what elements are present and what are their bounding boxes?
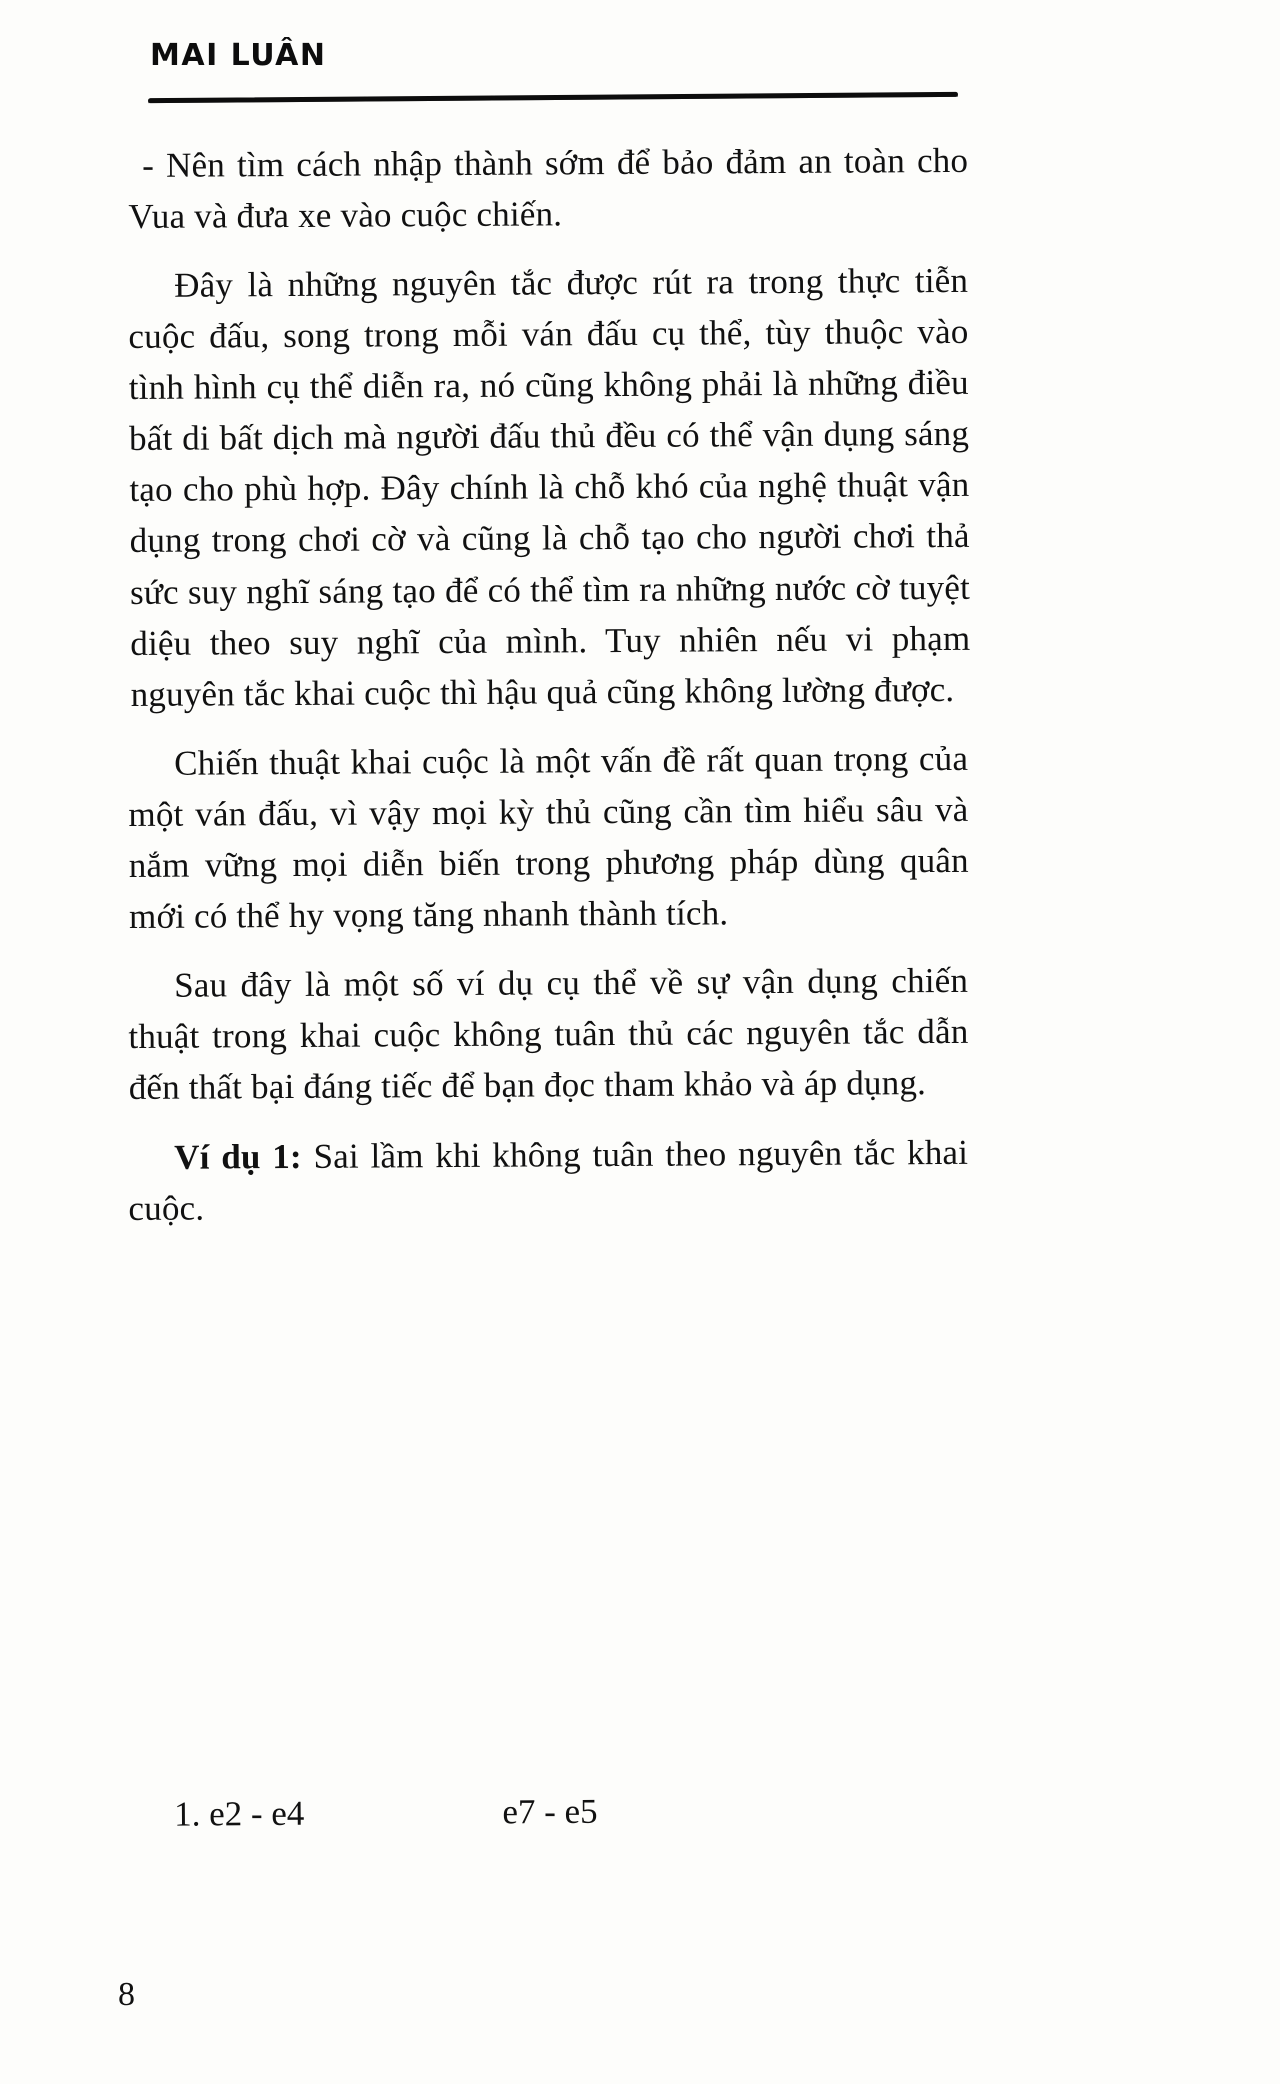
example-text: Sai lầm khi không tuân theo nguyên tắc khai cuộc.	[128, 1132, 969, 1228]
move-black: e7 - e5	[502, 1791, 598, 1832]
paragraph-1: - Nên tìm cách nhập thành sớm để bảo đảm an toàn cho Vua và đưa xe vào cuộc chiến.	[128, 140, 969, 237]
paragraph-3: Chiến thuật khai cuộc là một vấn đề rất quan trọng của một ván đấu, vì vậy mọi kỳ thủ cũng cần tìm hiểu sâu và nắm vững mọi diễn biến trong phương pháp dùng quân mới có thể hy vọng tăng nhanh thành tích.	[128, 738, 969, 937]
page-number: 8	[118, 1976, 135, 2013]
header-divider-rule	[148, 92, 958, 103]
paragraph-2: Đây là những nguyên tắc được rút ra trong thực tiễn cuộc đấu, song trong mỗi ván đấu cụ thể, tùy thuộc vào tình hình cụ thể diễn ra, nó cũng không phải là những điều bất di bất dịch mà người đấu thủ đều có thể vận dụng sáng tạo cho phù hợp. Đây chính là chỗ khó của nghệ thuật vận dụng trong chơi cờ và cũng là chỗ tạo cho người chơi thả sức suy nghĩ sáng tạo để có thể tìm ra những nước cờ tuyệt diệu theo suy nghĩ của mình. Tuy nhiên nếu vi phạm nguyên tắc khai cuộc thì hậu quả cũng không lường được.	[128, 261, 971, 714]
running-head	[150, 38, 970, 73]
move-white: 1. e2 - e4	[173, 1793, 305, 1834]
running-head-title: MAI LUÂN	[150, 38, 327, 73]
example-label: Ví dụ 1:	[174, 1136, 302, 1177]
chess-move-line	[128, 1789, 968, 1835]
paragraph-4: Sau đây là một số ví dụ cụ thể về sự vận dụng chiến thuật trong khai cuộc không tuân thủ các nguyên tắc dẫn đến thất bại đáng tiếc để bạn đọc tham khảo và áp dụng.	[128, 961, 969, 1108]
page-body	[128, 140, 971, 1252]
example-paragraph	[128, 1127, 969, 1234]
